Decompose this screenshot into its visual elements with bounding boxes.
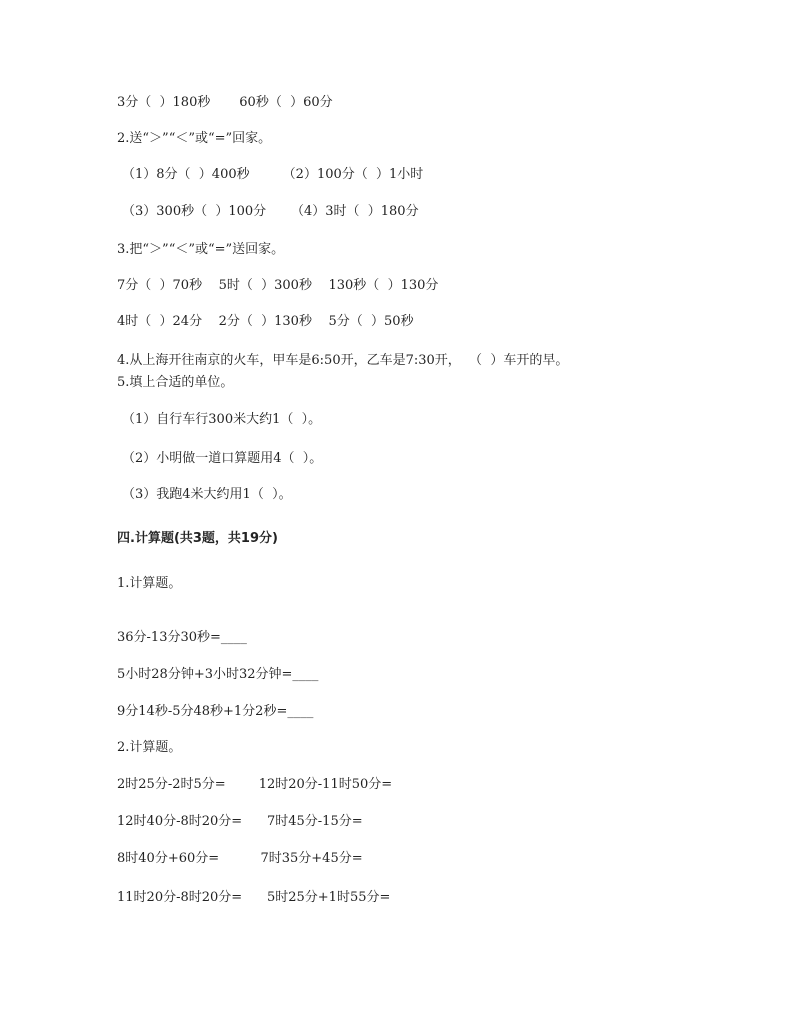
question-3-heading: 3.把“＞”“＜”或“=”送回家。 (117, 242, 285, 257)
calc-1-expr-1: 36分-13分30秒=____ (117, 630, 247, 645)
section-4-heading: 四.计算题(共3题，共19分) (117, 531, 278, 546)
calc-2-row-4: 11时20分-8时20分= 5时25分+1时55分= (117, 890, 391, 905)
question-2-row-2: （3）300秒（ ）100分 （4）3时（ ）180分 (122, 204, 419, 219)
question-3-row-1: 7分（ ）70秒 5时（ ）300秒 130秒（ ）130分 (117, 278, 439, 293)
calc-1-expr-2: 5小时28分钟+3小时32分钟=____ (117, 667, 319, 682)
question-4: 4.从上海开往南京的火车，甲车是6:50开，乙车是7:30开， （ ）车开的早。 (117, 353, 569, 368)
question-2-heading: 2.送“＞”“＜”或“=”回家。 (117, 131, 272, 146)
calc-2-row-1: 2时25分-2时5分= 12时20分-11时50分= (117, 777, 393, 792)
question-3-row-2: 4时（ ）24分 2分（ ）130秒 5分（ ）50秒 (117, 314, 414, 329)
question-5-heading: 5.填上合适的单位。 (117, 375, 234, 390)
calc-2-heading: 2.计算题。 (117, 740, 182, 755)
question-5-item-2: （2）小明做一道口算题用4（ ）。 (122, 451, 323, 466)
calc-2-row-2: 12时40分-8时20分= 7时45分-15分= (117, 814, 363, 829)
question-5-item-1: （1）自行车行300米大约1（ ）。 (122, 412, 322, 427)
question-2-row-1: （1）8分（ ）400秒 （2）100分（ ）1小时 (122, 167, 424, 182)
calc-2-row-3: 8时40分+60分= 7时35分+45分= (117, 851, 363, 866)
calc-1-heading: 1.计算题。 (117, 576, 182, 591)
compare-row-1: 3分（ ）180秒 60秒（ ）60分 (117, 95, 333, 110)
calc-1-expr-3: 9分14秒-5分48秒+1分2秒=____ (117, 704, 314, 719)
question-5-item-3: （3）我跑4米大约用1（ ）。 (122, 487, 292, 502)
